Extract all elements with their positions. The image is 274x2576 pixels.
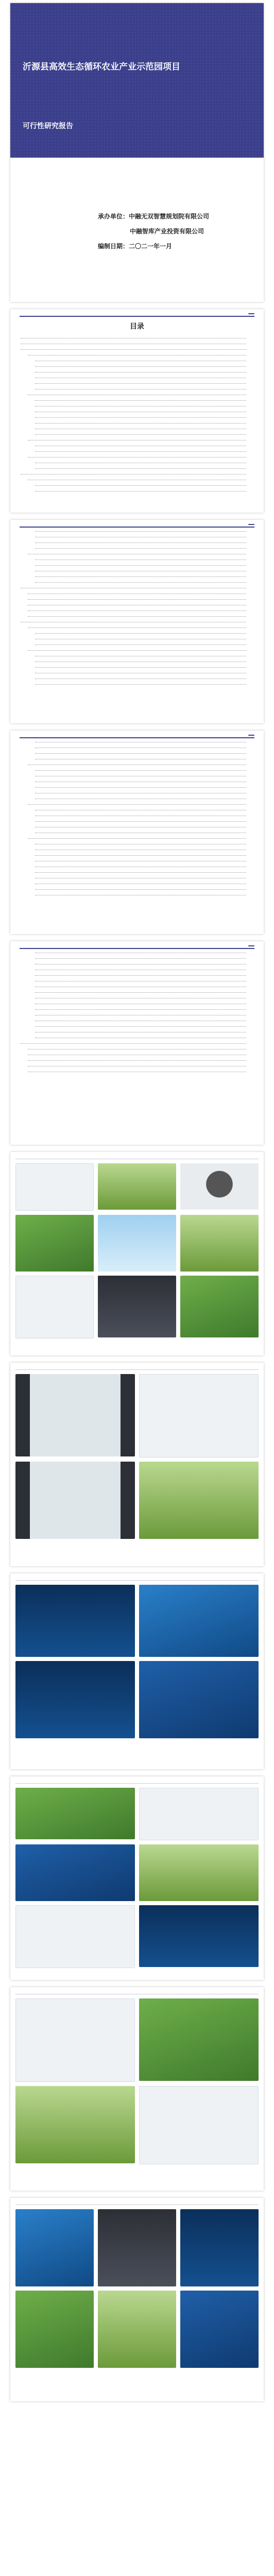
cover-info bbox=[98, 209, 209, 253]
toc-entry[interactable] bbox=[20, 949, 254, 955]
cover-subtitle: 可行性研究报告 bbox=[23, 122, 73, 130]
page-header bbox=[20, 945, 254, 949]
toc-leader-dots bbox=[35, 958, 246, 959]
toc-entry[interactable] bbox=[20, 590, 254, 596]
toc-entry[interactable] bbox=[20, 874, 254, 880]
toc-entry[interactable] bbox=[20, 533, 254, 539]
toc-entry[interactable] bbox=[20, 431, 254, 436]
toc-entry[interactable] bbox=[20, 823, 254, 829]
toc-entry[interactable] bbox=[20, 1057, 254, 1062]
weather-station-image bbox=[98, 1215, 176, 1272]
illustration-page-6 bbox=[10, 2198, 264, 2401]
monitor-screen-image bbox=[15, 1661, 135, 1738]
illustration-page-3 bbox=[10, 1573, 264, 1769]
page-header bbox=[20, 524, 254, 528]
toc-entry[interactable] bbox=[20, 436, 254, 442]
toc-leader-dots bbox=[35, 582, 246, 583]
toc-entry[interactable] bbox=[20, 869, 254, 874]
page-header bbox=[20, 735, 254, 738]
map-image bbox=[15, 2209, 94, 2286]
toc-entry[interactable] bbox=[20, 1023, 254, 1028]
illustration-page-5 bbox=[10, 1987, 264, 2191]
toc-list bbox=[20, 334, 254, 493]
toc-entry[interactable] bbox=[20, 414, 254, 419]
toc-entry[interactable] bbox=[20, 955, 254, 960]
toc-entry[interactable] bbox=[20, 476, 254, 482]
header-right bbox=[248, 313, 254, 314]
toc-entry[interactable] bbox=[20, 812, 254, 818]
toc-entry[interactable] bbox=[20, 391, 254, 397]
toc-entry[interactable] bbox=[20, 818, 254, 823]
toc-entry[interactable] bbox=[20, 601, 254, 607]
toc-entry[interactable] bbox=[20, 1045, 254, 1051]
toc-entry[interactable] bbox=[20, 977, 254, 983]
toc-page-1 bbox=[10, 309, 264, 513]
toc-entry[interactable] bbox=[20, 635, 254, 641]
page-header bbox=[15, 1368, 259, 1370]
toc-entry[interactable] bbox=[20, 675, 254, 681]
toc-leader-dots bbox=[35, 468, 246, 469]
toc-entry[interactable] bbox=[20, 669, 254, 675]
toc-leader-dots bbox=[28, 616, 246, 617]
undertaker-2: 中融智库产业投资有限公司 bbox=[130, 227, 204, 235]
cover-band bbox=[10, 3, 264, 158]
app-screen-image bbox=[15, 1788, 135, 1839]
field-photo-image bbox=[139, 1844, 259, 1901]
toc-leader-dots bbox=[35, 1026, 246, 1027]
toc-entry[interactable] bbox=[20, 630, 254, 635]
toc-leader-dots bbox=[35, 633, 246, 634]
toc-entry[interactable] bbox=[20, 767, 254, 772]
toc-entry[interactable] bbox=[20, 346, 254, 351]
toc-leader-dots bbox=[35, 531, 246, 532]
toc-entry[interactable] bbox=[20, 613, 254, 618]
page-header bbox=[15, 1157, 259, 1159]
toc-leader-dots bbox=[28, 599, 246, 600]
toc-entry[interactable] bbox=[20, 880, 254, 886]
toc-entry[interactable] bbox=[20, 652, 254, 658]
toc-entry[interactable] bbox=[20, 664, 254, 669]
toc-leader-dots bbox=[35, 787, 246, 788]
illustration-page-4 bbox=[10, 1776, 264, 1980]
control-cabinet-image bbox=[15, 1462, 135, 1539]
toc-list bbox=[20, 949, 254, 1074]
toc-entry[interactable] bbox=[20, 1028, 254, 1034]
cover-date: 二〇二一年一月 bbox=[129, 242, 173, 250]
undertaker-label: 承办单位： bbox=[98, 213, 129, 220]
toc-leader-dots bbox=[35, 383, 246, 384]
toc-entry[interactable] bbox=[20, 596, 254, 601]
chart-image bbox=[15, 1998, 135, 2082]
toc-entry[interactable] bbox=[20, 419, 254, 425]
toc-entry[interactable] bbox=[20, 562, 254, 567]
toc-entry[interactable] bbox=[20, 750, 254, 755]
toc-entry[interactable] bbox=[20, 989, 254, 994]
toc-entry[interactable] bbox=[20, 1068, 254, 1074]
toc-entry[interactable] bbox=[20, 641, 254, 647]
toc-leader-dots bbox=[35, 855, 246, 856]
page-header bbox=[15, 1992, 259, 1994]
platform-image bbox=[139, 1905, 259, 1967]
toc-leader-dots bbox=[35, 491, 246, 492]
toc-entry[interactable] bbox=[20, 806, 254, 812]
toc-entry[interactable] bbox=[20, 761, 254, 767]
camera-image bbox=[98, 1276, 176, 1337]
app-dashboard-image bbox=[15, 1844, 135, 1901]
toc-entry[interactable] bbox=[20, 789, 254, 795]
device-image bbox=[180, 1163, 259, 1210]
illustration-page-1 bbox=[10, 1152, 264, 1355]
form-image bbox=[139, 1788, 259, 1840]
toc-container bbox=[0, 309, 274, 1145]
field-image bbox=[98, 2291, 176, 2368]
toc-entry[interactable] bbox=[20, 994, 254, 1000]
toc-entry[interactable] bbox=[20, 755, 254, 761]
header-right bbox=[248, 945, 254, 946]
toc-entry[interactable] bbox=[20, 983, 254, 989]
toc-entry[interactable] bbox=[20, 340, 254, 346]
toc-entry[interactable] bbox=[20, 607, 254, 613]
header-right bbox=[248, 524, 254, 525]
toc-leader-dots bbox=[35, 366, 246, 367]
toc-entry[interactable] bbox=[20, 453, 254, 459]
toc-heading: 目录 bbox=[130, 323, 144, 331]
toc-leader-dots bbox=[28, 1060, 246, 1061]
toc-entry[interactable] bbox=[20, 1000, 254, 1006]
toc-entry[interactable] bbox=[20, 744, 254, 750]
phone-app-image bbox=[98, 2209, 176, 2286]
cover-page bbox=[10, 3, 264, 302]
toc-entry[interactable] bbox=[20, 351, 254, 357]
toc-page-4 bbox=[10, 941, 264, 1145]
toc-entry[interactable] bbox=[20, 357, 254, 363]
toc-leader-dots bbox=[35, 565, 246, 566]
crop-grid-image bbox=[139, 1998, 259, 2081]
toc-leader-dots bbox=[35, 417, 246, 418]
toc-leader-dots bbox=[35, 434, 246, 435]
dashboard-image bbox=[180, 2209, 259, 2286]
planting-image bbox=[15, 2086, 135, 2163]
toc-leader-dots bbox=[35, 753, 246, 754]
toc-entry[interactable] bbox=[20, 459, 254, 465]
toc-entry[interactable] bbox=[20, 778, 254, 784]
toc-entry[interactable] bbox=[20, 579, 254, 584]
toc-entry[interactable] bbox=[20, 482, 254, 487]
toc-leader-dots bbox=[35, 872, 246, 873]
toc-entry[interactable] bbox=[20, 539, 254, 545]
toc-entry[interactable] bbox=[20, 829, 254, 835]
system-diagram-image bbox=[139, 1374, 259, 1458]
toc-entry[interactable] bbox=[20, 863, 254, 869]
toc-entry[interactable] bbox=[20, 385, 254, 391]
cover-title: 沂源县高效生态循环农业产业示范园项目 bbox=[23, 62, 180, 72]
field-image bbox=[180, 1276, 259, 1337]
toc-entry[interactable] bbox=[20, 363, 254, 368]
toc-entry[interactable] bbox=[20, 1040, 254, 1045]
toc-entry[interactable] bbox=[20, 528, 254, 533]
illustration-page-2 bbox=[10, 1363, 264, 1566]
toc-leader-dots bbox=[21, 349, 246, 350]
page-header bbox=[15, 1782, 259, 1784]
toc-entry[interactable] bbox=[20, 425, 254, 431]
toc-leader-dots bbox=[28, 838, 246, 839]
map-image bbox=[139, 1585, 259, 1657]
toc-leader-dots bbox=[35, 1009, 246, 1010]
toc-entry[interactable] bbox=[20, 442, 254, 448]
toc-entry[interactable] bbox=[20, 470, 254, 476]
toc-entry[interactable] bbox=[20, 402, 254, 408]
toc-entry[interactable] bbox=[20, 1017, 254, 1023]
toc-entry[interactable] bbox=[20, 584, 254, 590]
toc-leader-dots bbox=[35, 684, 246, 685]
toc-entry[interactable] bbox=[20, 374, 254, 380]
toc-entry[interactable] bbox=[20, 334, 254, 340]
toc-leader-dots bbox=[35, 667, 246, 668]
toc-leader-dots bbox=[35, 770, 246, 771]
toc-leader-dots bbox=[35, 992, 246, 993]
cabinet-image bbox=[15, 1374, 135, 1456]
header-right bbox=[248, 735, 254, 736]
toc-leader-dots bbox=[35, 548, 246, 549]
toc-leader-dots bbox=[35, 889, 246, 890]
greenhouse-crop-image bbox=[139, 1462, 259, 1539]
toc-leader-dots bbox=[35, 451, 246, 452]
monitor-image bbox=[180, 2291, 259, 2368]
toc-entry[interactable] bbox=[20, 1006, 254, 1011]
toc-entry[interactable] bbox=[20, 966, 254, 972]
toc-entry[interactable] bbox=[20, 795, 254, 801]
toc-entry[interactable] bbox=[20, 408, 254, 414]
toc-entry[interactable] bbox=[20, 801, 254, 806]
sensor-image bbox=[15, 1276, 94, 1338]
crop-image bbox=[180, 1215, 259, 1272]
toc-entry[interactable] bbox=[20, 852, 254, 857]
toc-entry[interactable] bbox=[20, 647, 254, 652]
sensor-field-image bbox=[98, 1163, 176, 1210]
toc-page-2 bbox=[10, 520, 264, 723]
toc-entry[interactable] bbox=[20, 465, 254, 470]
toc-entry[interactable] bbox=[20, 886, 254, 891]
toc-entry[interactable] bbox=[20, 448, 254, 453]
trend-chart-image bbox=[139, 2086, 259, 2164]
toc-leader-dots bbox=[21, 1043, 246, 1044]
undertaker-1: 中融无双智慧规划院有限公司 bbox=[129, 213, 210, 220]
toc-entry[interactable] bbox=[20, 380, 254, 385]
toc-entry[interactable] bbox=[20, 846, 254, 852]
toc-entry[interactable] bbox=[20, 1051, 254, 1057]
toc-entry[interactable] bbox=[20, 550, 254, 556]
toc-entry[interactable] bbox=[20, 857, 254, 863]
toc-entry[interactable] bbox=[20, 556, 254, 562]
toc-entry[interactable] bbox=[20, 784, 254, 789]
toc-page-3 bbox=[10, 731, 264, 934]
dashboard-image bbox=[15, 1585, 135, 1657]
toc-entry[interactable] bbox=[20, 397, 254, 402]
toc-entry[interactable] bbox=[20, 772, 254, 778]
toc-leader-dots bbox=[28, 650, 246, 651]
toc-entry[interactable] bbox=[20, 545, 254, 550]
toc-entry[interactable] bbox=[20, 618, 254, 624]
toc-entry[interactable] bbox=[20, 573, 254, 579]
toc-leader-dots bbox=[28, 804, 246, 805]
toc-entry[interactable] bbox=[20, 972, 254, 977]
toc-entry[interactable] bbox=[20, 1034, 254, 1040]
diagram-image bbox=[15, 1163, 94, 1211]
page-header bbox=[20, 313, 254, 317]
toc-entry[interactable] bbox=[20, 681, 254, 686]
app-screens-image bbox=[15, 2291, 94, 2368]
table-image bbox=[15, 1905, 135, 1968]
toc-entry[interactable] bbox=[20, 960, 254, 966]
data-screen-image bbox=[139, 1661, 259, 1738]
toc-leader-dots bbox=[35, 400, 246, 401]
toc-list bbox=[20, 528, 254, 686]
toc-entry[interactable] bbox=[20, 835, 254, 840]
toc-leader-dots bbox=[35, 821, 246, 822]
toc-entry[interactable] bbox=[20, 624, 254, 630]
toc-entry[interactable] bbox=[20, 1062, 254, 1068]
page-header bbox=[15, 1579, 259, 1581]
toc-entry[interactable] bbox=[20, 891, 254, 897]
toc-leader-dots bbox=[35, 975, 246, 976]
date-label: 编制日期： bbox=[98, 242, 129, 250]
toc-entry[interactable] bbox=[20, 738, 254, 744]
toc-list bbox=[20, 738, 254, 897]
toc-entry[interactable] bbox=[20, 1011, 254, 1017]
toc-leader-dots bbox=[35, 485, 246, 486]
greenhouse-image bbox=[15, 1215, 94, 1272]
page-header bbox=[15, 2203, 259, 2205]
toc-entry[interactable] bbox=[20, 368, 254, 374]
toc-entry[interactable] bbox=[20, 487, 254, 493]
toc-entry[interactable] bbox=[20, 658, 254, 664]
toc-entry[interactable] bbox=[20, 840, 254, 846]
toc-entry[interactable] bbox=[20, 567, 254, 573]
